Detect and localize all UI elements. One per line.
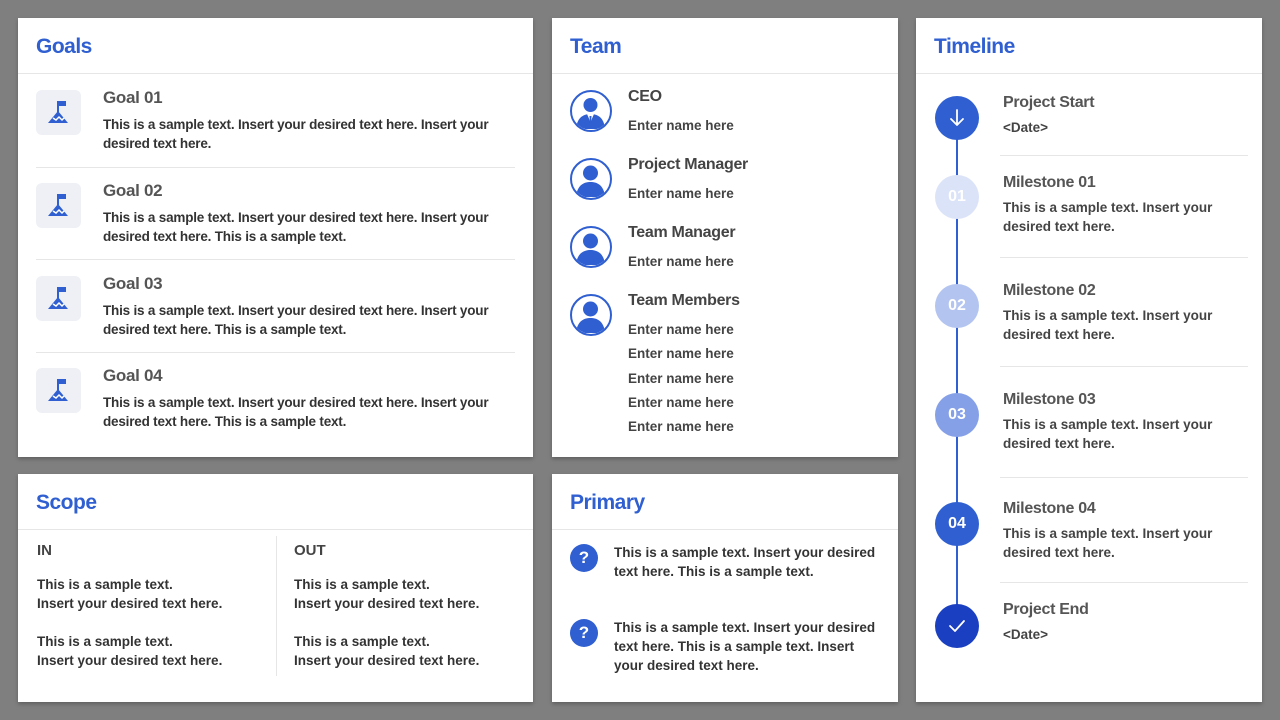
member-names	[628, 318, 734, 439]
team-title: Team	[552, 18, 898, 74]
scope-item: This is a sample text. Insert your desired text here.	[294, 634, 480, 668]
member-names	[628, 182, 734, 206]
team-card	[552, 18, 898, 457]
goal-item	[36, 368, 515, 461]
person-avatar-icon	[570, 158, 612, 200]
member-name: Enter name here	[628, 394, 734, 410]
divider	[1000, 155, 1248, 156]
divider	[36, 167, 515, 168]
milestone-node: 02	[935, 284, 979, 328]
member-name: Enter name here	[628, 370, 734, 386]
member-name: Enter name here	[628, 346, 734, 362]
primary-title: Primary	[552, 474, 898, 530]
timeline-item-title: Milestone 02	[1003, 282, 1096, 299]
milestone-node: 01	[935, 175, 979, 219]
goals-card	[18, 18, 533, 457]
scope-item: This is a sample text. Insert your desired text here.	[37, 577, 223, 611]
timeline-item	[1003, 174, 1248, 236]
divider	[1000, 257, 1248, 258]
goal-title: Goal 04	[103, 366, 163, 385]
member-names	[628, 114, 734, 138]
mountain-flag-icon	[36, 276, 81, 321]
timeline-item-text: This is a sample text. Insert your desired text here.	[1003, 200, 1213, 234]
timeline-item	[1003, 282, 1248, 344]
mountain-flag-icon	[36, 90, 81, 135]
goal-title: Goal 02	[103, 181, 163, 200]
timeline-item	[1003, 500, 1248, 562]
timeline-item-title: Milestone 01	[1003, 174, 1096, 191]
person-avatar-icon	[570, 226, 612, 268]
timeline-item	[1003, 94, 1248, 137]
member-role: Team Manager	[628, 224, 736, 241]
scope-in-column	[37, 542, 222, 670]
scope-out-heading: OUT	[294, 542, 326, 559]
goal-item	[36, 183, 515, 276]
member-name: Enter name here	[628, 254, 734, 269]
divider	[1000, 582, 1248, 583]
scope-card	[18, 474, 533, 702]
timeline-item-text: <Date>	[1003, 120, 1049, 135]
timeline-item-text: <Date>	[1003, 627, 1049, 642]
ceo-avatar-icon	[570, 90, 612, 132]
milestone-node: 03	[935, 393, 979, 437]
member-names	[628, 250, 734, 274]
goal-title: Goal 03	[103, 274, 163, 293]
scope-item: This is a sample text. Insert your desired text here.	[37, 634, 223, 668]
member-role: Project Manager	[628, 156, 748, 173]
member-name: Enter name here	[628, 419, 734, 435]
goal-text: This is a sample text. Insert your desired text here. Insert your desired text here. This is a sample text.	[103, 210, 489, 244]
scope-out-column	[294, 542, 479, 670]
goal-title: Goal 01	[103, 88, 163, 107]
arrow-down-icon	[935, 96, 979, 140]
divider	[36, 352, 515, 353]
question-icon: ?	[570, 619, 598, 647]
timeline-item-title: Milestone 03	[1003, 391, 1096, 408]
divider	[36, 259, 515, 260]
primary-card	[552, 474, 898, 702]
goal-text: This is a sample text. Insert your desired text here. Insert your desired text here. This is a sample text.	[103, 395, 489, 429]
primary-item-text: This is a sample text. Insert your desired text here. This is a sample text.	[614, 545, 876, 579]
timeline-item-text: This is a sample text. Insert your desired text here.	[1003, 308, 1213, 342]
divider	[1000, 366, 1248, 367]
timeline-item-text: This is a sample text. Insert your desired text here.	[1003, 526, 1213, 560]
goal-item	[36, 90, 515, 183]
scope-title: Scope	[18, 474, 533, 530]
timeline-item-title: Milestone 04	[1003, 500, 1096, 517]
timeline-item-title: Project Start	[1003, 94, 1095, 111]
checkmark-icon	[935, 604, 979, 648]
divider	[276, 536, 277, 676]
timeline-title: Timeline	[916, 18, 1262, 74]
divider	[1000, 477, 1248, 478]
mountain-flag-icon	[36, 183, 81, 228]
timeline-item	[1003, 391, 1248, 453]
goal-text: This is a sample text. Insert your desired text here. Insert your desired text here. This is a sample text.	[103, 303, 489, 337]
person-avatar-icon	[570, 294, 612, 336]
timeline-item	[1003, 601, 1248, 644]
scope-in-heading: IN	[37, 542, 52, 559]
milestone-node: 04	[935, 502, 979, 546]
timeline-card	[916, 18, 1262, 702]
goal-text: This is a sample text. Insert your desired text here. Insert your desired text here.	[103, 117, 489, 151]
question-icon: ?	[570, 544, 598, 572]
goals-title: Goals	[18, 18, 533, 74]
member-role: CEO	[628, 88, 662, 105]
member-name: Enter name here	[628, 322, 734, 337]
primary-item-text: This is a sample text. Insert your desired text here. This is a sample text. Insert your desired text here.	[614, 620, 876, 673]
member-name: Enter name here	[628, 118, 734, 133]
member-role: Team Members	[628, 292, 740, 309]
mountain-flag-icon	[36, 368, 81, 413]
scope-item: This is a sample text. Insert your desired text here.	[294, 577, 480, 611]
timeline-item-title: Project End	[1003, 601, 1089, 618]
goal-item	[36, 276, 515, 369]
member-name: Enter name here	[628, 186, 734, 201]
timeline-item-text: This is a sample text. Insert your desired text here.	[1003, 417, 1213, 451]
